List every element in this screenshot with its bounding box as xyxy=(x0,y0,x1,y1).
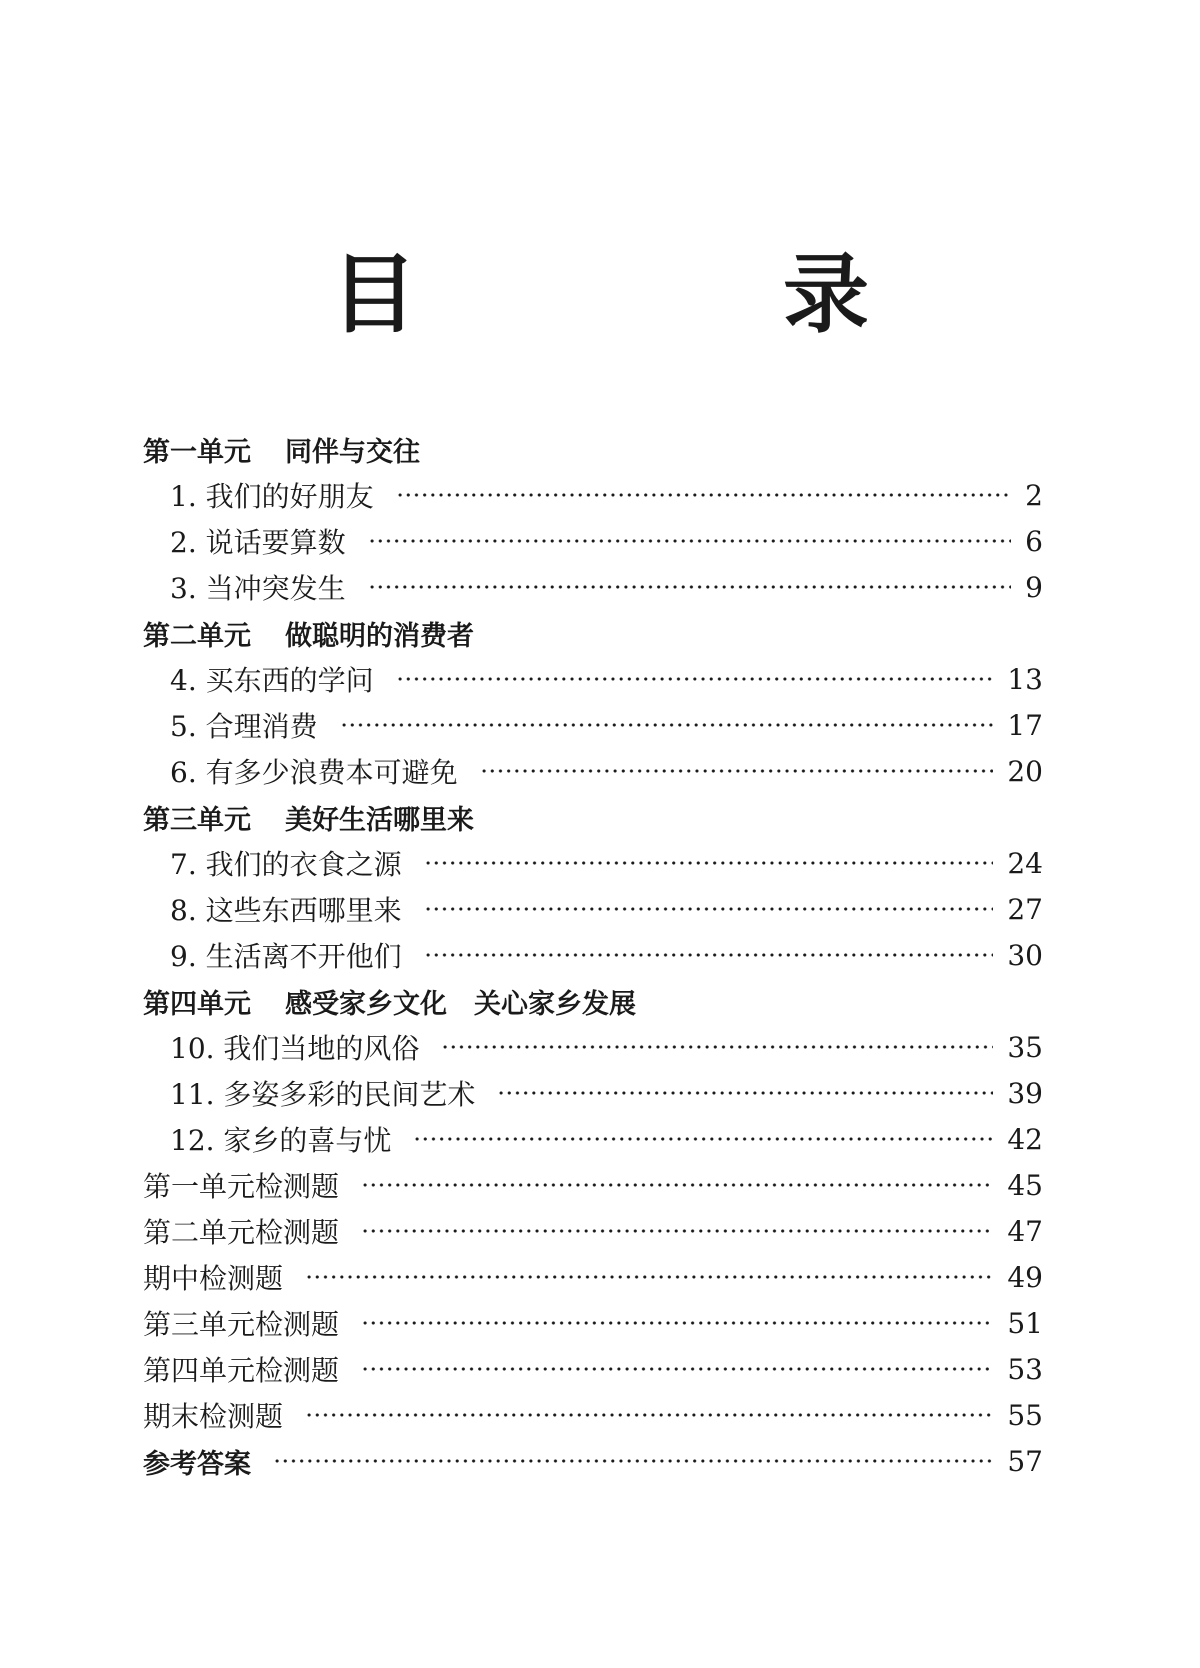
page-title: 目 录 xyxy=(331,245,1009,345)
entry-label: 12. 家乡的喜与忧 xyxy=(170,1124,392,1157)
unit-label: 第二单元 xyxy=(143,620,251,652)
page-number: 20 xyxy=(1007,754,1043,788)
toc-entry-lesson-9[interactable] xyxy=(143,932,1043,978)
entry-label: 第一单元检测题 xyxy=(143,1170,340,1203)
toc-entry-lesson-11[interactable] xyxy=(143,1070,1043,1116)
unit-heading-3[interactable] xyxy=(143,794,1043,840)
dot-leader xyxy=(413,1125,993,1153)
unit-label: 第三单元 xyxy=(143,804,251,836)
dot-leader xyxy=(441,1033,993,1061)
entry-label: 期末检测题 xyxy=(143,1400,284,1433)
toc-entry-lesson-6[interactable] xyxy=(143,748,1043,794)
unit-title: 做聪明的消费者 xyxy=(285,620,474,652)
dot-leader xyxy=(361,1217,993,1245)
dot-leader xyxy=(424,941,994,969)
page-number: 6 xyxy=(1025,524,1043,558)
page-number: 27 xyxy=(1007,892,1043,926)
dot-leader xyxy=(368,573,1012,601)
unit-title: 同伴与交往 xyxy=(285,436,420,468)
entry-label: 5. 合理消费 xyxy=(170,710,318,743)
dot-leader xyxy=(361,1309,993,1337)
dot-leader xyxy=(361,1355,993,1383)
entry-label: 第四单元检测题 xyxy=(143,1354,340,1387)
toc-entry-lesson-2[interactable] xyxy=(143,518,1043,564)
unit-label: 第四单元 xyxy=(143,988,251,1020)
unit-title: 美好生活哪里来 xyxy=(285,804,474,836)
page-number: 39 xyxy=(1007,1076,1043,1110)
page-number: 49 xyxy=(1007,1260,1043,1294)
toc-entry-lesson-10[interactable] xyxy=(143,1024,1043,1070)
entry-label: 6. 有多少浪费本可避免 xyxy=(170,756,458,789)
entry-label: 参考答案 xyxy=(143,1448,251,1480)
entry-label: 期中检测题 xyxy=(143,1262,284,1295)
dot-leader xyxy=(273,1447,993,1475)
dot-leader xyxy=(368,527,1012,555)
page-number: 51 xyxy=(1007,1306,1043,1340)
toc-entry-lesson-4[interactable] xyxy=(143,656,1043,702)
dot-leader xyxy=(396,665,994,693)
toc-entry-answers[interactable] xyxy=(143,1438,1043,1484)
page-number: 57 xyxy=(1007,1444,1043,1478)
table-of-contents xyxy=(143,426,1043,1484)
entry-label: 3. 当冲突发生 xyxy=(170,572,346,605)
dot-leader xyxy=(424,895,994,923)
page-number: 24 xyxy=(1007,846,1043,880)
toc-entry-test-unit-1[interactable] xyxy=(143,1162,1043,1208)
entry-label: 10. 我们当地的风俗 xyxy=(170,1032,420,1065)
page-number: 17 xyxy=(1007,708,1043,742)
dot-leader xyxy=(305,1401,993,1429)
entry-label: 9. 生活离不开他们 xyxy=(170,940,402,973)
dot-leader xyxy=(361,1171,993,1199)
toc-entry-lesson-5[interactable] xyxy=(143,702,1043,748)
entry-label: 11. 多姿多彩的民间艺术 xyxy=(170,1078,476,1111)
dot-leader xyxy=(396,481,1012,509)
dot-leader xyxy=(497,1079,993,1107)
unit-heading-1[interactable] xyxy=(143,426,1043,472)
toc-entry-lesson-1[interactable] xyxy=(143,472,1043,518)
page-number: 30 xyxy=(1007,938,1043,972)
dot-leader xyxy=(305,1263,993,1291)
entry-label: 2. 说话要算数 xyxy=(170,526,346,559)
toc-entry-test-final[interactable] xyxy=(143,1392,1043,1438)
toc-entry-test-unit-3[interactable] xyxy=(143,1300,1043,1346)
entry-label: 第三单元检测题 xyxy=(143,1308,340,1341)
toc-entry-lesson-3[interactable] xyxy=(143,564,1043,610)
entry-label: 7. 我们的衣食之源 xyxy=(170,848,402,881)
toc-entry-lesson-8[interactable] xyxy=(143,886,1043,932)
page-number: 42 xyxy=(1007,1122,1043,1156)
page-number: 53 xyxy=(1007,1352,1043,1386)
entry-label: 1. 我们的好朋友 xyxy=(170,480,374,513)
entry-label: 4. 买东西的学问 xyxy=(170,664,374,697)
entry-label: 第二单元检测题 xyxy=(143,1216,340,1249)
unit-heading-4[interactable] xyxy=(143,978,1043,1024)
dot-leader xyxy=(340,711,994,739)
page-number: 9 xyxy=(1025,570,1043,604)
unit-title: 感受家乡文化 关心家乡发展 xyxy=(285,988,636,1020)
toc-entry-test-unit-4[interactable] xyxy=(143,1346,1043,1392)
page-number: 13 xyxy=(1007,662,1043,696)
toc-entry-test-unit-2[interactable] xyxy=(143,1208,1043,1254)
toc-entry-lesson-12[interactable] xyxy=(143,1116,1043,1162)
page-number: 45 xyxy=(1007,1168,1043,1202)
page-number: 35 xyxy=(1007,1030,1043,1064)
page-number: 55 xyxy=(1007,1398,1043,1432)
dot-leader xyxy=(424,849,994,877)
toc-entry-lesson-7[interactable] xyxy=(143,840,1043,886)
toc-entry-test-midterm[interactable] xyxy=(143,1254,1043,1300)
page-number: 2 xyxy=(1025,478,1043,512)
unit-heading-2[interactable] xyxy=(143,610,1043,656)
page-number: 47 xyxy=(1007,1214,1043,1248)
dot-leader xyxy=(480,757,994,785)
unit-label: 第一单元 xyxy=(143,436,251,468)
entry-label: 8. 这些东西哪里来 xyxy=(170,894,402,927)
